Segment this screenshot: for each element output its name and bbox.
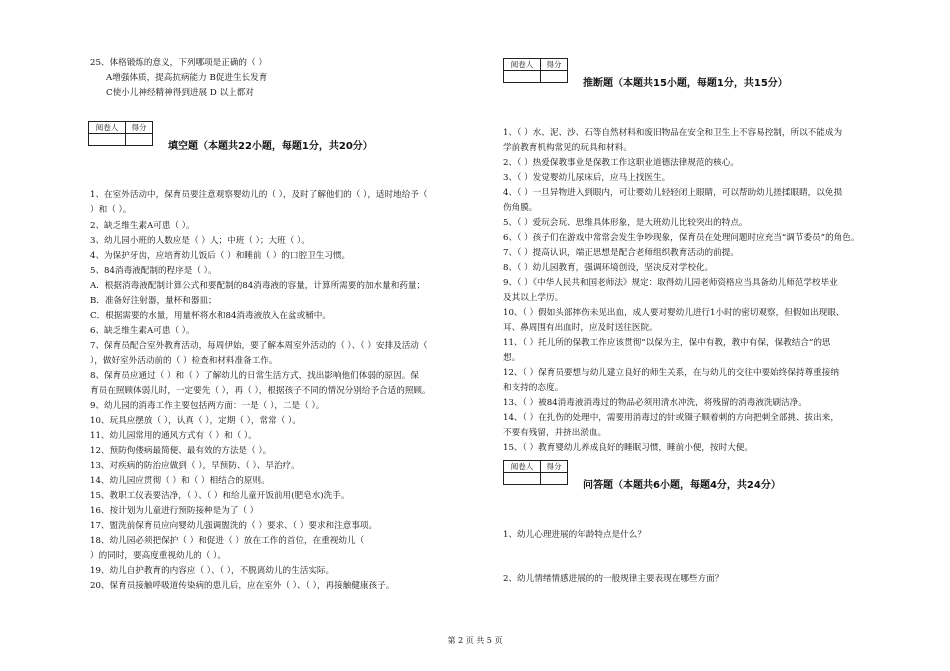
fill-line: 12、预防佝偻病最简便、最有效的方法是（ ）。	[90, 446, 272, 456]
judge-line: 6、（ ）孩子们在游戏中常常会发生争吵现象，保育员在处理问题时应充当“调节委员”的角色。	[503, 233, 860, 243]
judge-line: 伤角膜。	[503, 203, 538, 213]
judge-line: 10、（ ）假如头部摔伤未见出血，成人要对婴幼儿进行1小时的密切观察，但假如出现眼、	[503, 308, 845, 318]
judge-line: 12、（ ）保育员要想与幼儿建立良好的师生关系，在与幼儿的交往中要始终保持尊重接纳	[503, 368, 839, 378]
score-label: 得分	[541, 461, 568, 473]
judge-line: 学前教育机构常见的玩具和材料。	[503, 143, 632, 153]
fill-line: B．准备好注射器，量杯和器皿；	[90, 296, 217, 306]
fill-line: A．根据消毒液配制计算公式和要配制的84消毒液的容量，计算所需要的加水量和药量；	[90, 281, 426, 291]
judge-line: 及其以上学历。	[503, 293, 564, 303]
fill-line: ）和（ ）。	[90, 205, 132, 215]
judge-line: 2、（ ）热爱保教事业是保教工作这职业道德法律规范的核心。	[503, 158, 739, 168]
fill-section-title: 填空题（本题共22小题，每题1分，共20分）	[168, 141, 373, 152]
score-cell	[126, 134, 153, 146]
judge-section-title: 推断题（本题共15小题，每题1分，共15分）	[583, 78, 788, 89]
qa-section-title: 问答题（本题共6小题，每题4分，共24分）	[583, 480, 781, 491]
fill-line: ）的同时，要高度重视幼儿的（ ）。	[90, 551, 226, 561]
judge-line: 14、（ ）在扎伤的处理中，需要用消毒过的针或镊子顺着刺的方向把刺全部挑、拔出来，	[503, 413, 839, 423]
fill-line: 2、缺乏维生素A可患（ ）。	[90, 221, 195, 231]
fill-line: 10、玩具应摆放（ ），认真（ ），定期（ ），常常（ ）。	[90, 416, 301, 426]
qa-question-2: 2、幼儿情绪情感进展的的一般规律主要表现在哪些方面？	[503, 574, 724, 584]
fill-line: 16、按计划为儿童进行预防接种是为了（ ）	[90, 506, 259, 516]
fill-line: 3、幼儿园小班的人数应是（ ）人；中班（ ）；大班（ ）。	[90, 236, 310, 246]
score-box-qa	[503, 460, 568, 485]
reviewer-cell	[504, 71, 541, 83]
fill-line: 4、为保护牙齿，应培育幼儿饭后（ ）和睡前（ ）的口腔卫生习惯。	[90, 251, 351, 261]
score-box-fill	[88, 121, 153, 146]
reviewer-label: 阅卷人	[504, 59, 541, 71]
fill-line: 17、盥洗前保育员应向婴幼儿强调盥洗的（ ）要求、（ ）要求和注意事项。	[90, 521, 378, 531]
fill-line: 19、幼儿自护教育的内容应（ ）、（ ），不脱离幼儿的生活实际。	[90, 566, 335, 576]
score-cell	[541, 473, 568, 485]
reviewer-cell	[89, 134, 126, 146]
reviewer-label: 阅卷人	[89, 122, 126, 134]
fill-line: 育员在照顾体弱儿时，一定要先（ ），再（ ），根据孩子不同的情况分别给予合适的照顾。	[90, 386, 431, 396]
q25-options-ab: A增强体质，提高抗病能力 B促进生长发育	[106, 73, 268, 83]
fill-line: 6、缺乏维生素A可患（ ）。	[90, 326, 195, 336]
judge-line: 耳、鼻周围有出血时，应及时送往医院。	[503, 323, 658, 333]
fill-line: C．根据需要的水量，用量杯将水和84消毒液放入在盆或桶中。	[90, 311, 331, 321]
fill-line: 8、保育员应通过（ ）和（ ）了解幼儿的日常生活方式，找出影响他们体弱的原因。保	[90, 371, 419, 381]
q25-stem: 25、体格锻炼的意义，下列哪项是正确的（ ）	[90, 58, 267, 68]
judge-line: 11、（ ）托儿所的保教工作应该贯彻“以保为主，保中有教，教中有保，保教结合”的思	[503, 338, 831, 348]
judge-line: 5、（ ）爱玩会玩、思维具体形象，是大班幼儿比较突出的特点。	[503, 218, 748, 228]
fill-line: 20、保育员接触呼吸道传染病的患儿后，应在室外（ ）、（ ），再接触健康孩子。	[90, 581, 395, 591]
reviewer-label: 阅卷人	[504, 461, 541, 473]
fill-line: 14、幼儿园应贯彻（ ）和（ ）相结合的原则。	[90, 476, 270, 486]
judge-line: 8、（ ）幼儿园教育，强调环境创设，坚决反对学校化。	[503, 263, 714, 273]
judge-line: 7、（ ）提高认识，端正思想是配合老师组织教育活动的前提。	[503, 248, 739, 258]
page-footer: 第 2 页 共 5 页	[447, 636, 503, 645]
judge-line: 1、（ ）水、泥、沙、石等自然材料和废旧物品在安全和卫生上不容易控制，所以不能成为	[503, 128, 843, 138]
fill-line: 9、幼儿园的消毒工作主要包括两方面：一是（ ），二是（ ）。	[90, 401, 325, 411]
judge-line: 3、（ ）发觉婴幼儿尿床后，应马上找医生。	[503, 173, 671, 183]
score-cell	[541, 71, 568, 83]
judge-line: 4、（ ）一旦异物进入到眼内，可让婴幼儿轻轻闭上眼睛，可以帮助幼儿搓揉眼睛，以免损	[503, 188, 843, 198]
fill-line: 7、保育员配合室外教育活动，每周伊始，要了解本周室外活动的（ ）、（ ）安排及活动（	[90, 341, 428, 351]
fill-line: 13、对疾病的防治应做到（ ），早预防、（ ）、早治疗。	[90, 461, 300, 471]
fill-line: ），做好室外活动前的（ ）检查和材料准备工作。	[90, 356, 278, 366]
fill-line: 18、幼儿园必须把保护（ ）和促进（ ）放在工作的首位，在重视幼儿（	[90, 536, 365, 546]
score-label: 得分	[541, 59, 568, 71]
judge-line: 13、（ ）被84消毒液消毒过的物品必须用清水冲洗，将残留的消毒液洗刷洁净。	[503, 398, 807, 408]
score-box-judge	[503, 58, 568, 83]
fill-line: 5、84消毒液配制的程序是（ ）。	[90, 266, 217, 276]
fill-line: 15、教职工仪表要洁净，（ ）、（ ）和给儿童开饭前用(肥皂水)洗手。	[90, 491, 350, 501]
reviewer-cell	[504, 473, 541, 485]
judge-line: 15、（ ）教育婴幼儿养成良好的睡眠习惯，睡前小便，按时大便。	[503, 443, 753, 453]
judge-line: 9、（ ）《中华人民共和国老师法》规定：取得幼儿园老师资格应当具备幼儿师范学校毕业	[503, 278, 838, 288]
qa-question-1: 1、幼儿心理进展的年龄特点是什么？	[503, 530, 646, 540]
judge-line: 想。	[503, 353, 521, 363]
judge-line: 不要有残留，并挤出淤血。	[503, 428, 607, 438]
fill-line: 1、在室外活动中，保育员要注意观察婴幼儿的（ ），及时了解他们的（ ），适时地给予（	[90, 190, 428, 200]
fill-line: 11、幼儿园常用的通风方式有（ ）和（ ）。	[90, 431, 257, 441]
q25-options-cd: C使小儿神经精神得到进展 D 以上都对	[106, 88, 254, 98]
judge-line: 和支持的态度。	[503, 383, 564, 393]
score-label: 得分	[126, 122, 153, 134]
